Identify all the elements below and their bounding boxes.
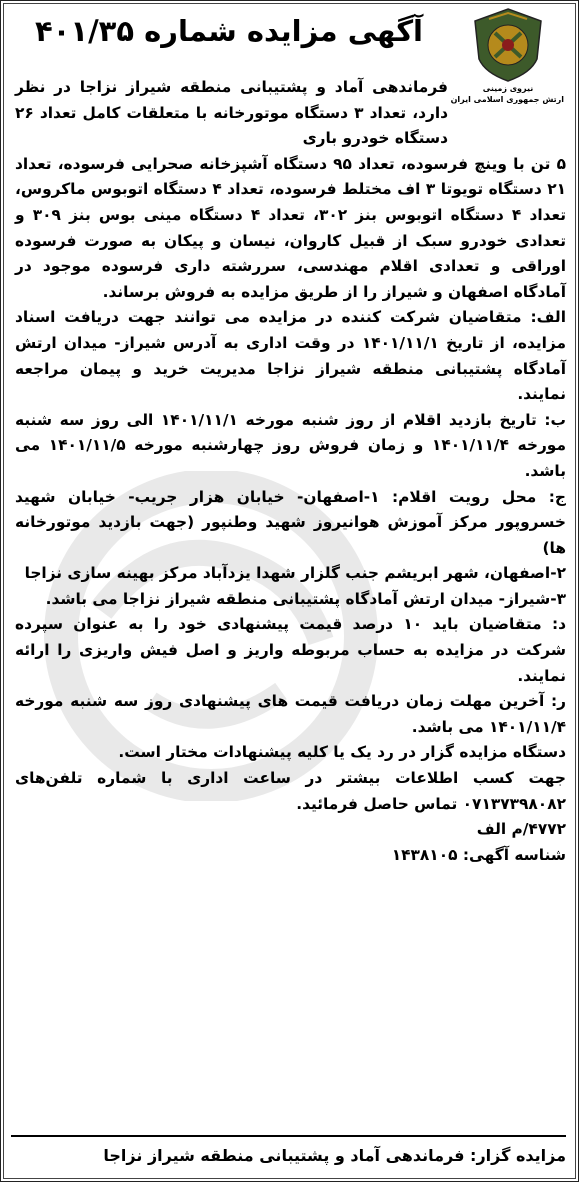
- auctioneer-footer: مزایده گزار: فرماندهی آماد و پشتیبانی منطقه شیراز نزاجا: [11, 1135, 566, 1169]
- section-dal: د: متقاضیان باید ۱۰ درصد قیمت پیشنهادی خود را به عنوان سپرده شرکت در مزایده به حساب مربوطه واریز و اصل فیش واریزی را ارائه نمایند.: [15, 615, 566, 685]
- intro-paragraph-rest: ۵ تن با وینچ فرسوده، تعداد ۹۵ دستگاه آشپزخانه صحرایی فرسوده، تعداد ۲۱ دستگاه تویوتا ۳ اف مختلط فرسوده، تعداد ۴ دستگاه اتوبوس ماکروس، تعداد ۴ دستگاه اتوبوس بنز ۳۰۲، تعداد ۴ دستگاه مینی بوس بنز ۳۰۹ و تعدادی خودرو سبک از قبیل کاروان، نیسان و پیکان به صورت فرسوده اوراقی و تعدادی اقلام مهندسی، سررشته داری فرسوده موجود در آمادگاه اصفهان و شیراز را از طریق مزایده به فروش برساند.: [15, 154, 567, 301]
- section-jim: ج: محل رویت اقلام: ۱-اصفهان- خیابان هزار جریب- خیابان شهید خسروپور مرکز آموزش هوانیروز شهید وطنپور (جهت بازدید موتورخانه ها): [15, 487, 566, 557]
- intro-paragraph-top: فرماندهی آماد و پشتیبانی منطقه شیراز نزاجا در نظر دارد، تعداد ۳ دستگاه موتورخانه با متعلقات کامل تعداد ۲۶ دستگاه خودرو باری: [15, 78, 448, 148]
- army-logo-icon: [471, 7, 545, 83]
- ad-body: [15, 75, 566, 868]
- section-re: ر: آخرین مهلت زمان دریافت قیمت های پیشنهادی روز سه شنبه مورخه ۱۴۰۱/۱۱/۴ می باشد.: [15, 692, 566, 736]
- section-contact: جهت کسب اطلاعات بیشتر در ساعت اداری با شماره تلفن‌های ۰۷۱۳۷۳۹۸۰۸۲ تماس حاصل فرمائید.: [15, 769, 566, 813]
- header: [9, 7, 570, 104]
- emblem-caption-2: ارتش جمهوری اسلامی ایران: [450, 95, 564, 104]
- emblem-caption-1: نیروی زمینی: [482, 84, 534, 93]
- section-location-2: ۲-اصفهان، شهر ابریشم جنب گلزار شهدا یزدآباد مرکز بهینه سازی نزاجا: [24, 564, 566, 583]
- section-location-3: ۳-شیراز- میدان ارتش آمادگاه پشتیبانی منطقه شیراز نزاجا می باشد.: [45, 589, 566, 608]
- section-be: ب: تاریخ بازدید اقلام از روز شنبه مورخه ۱۴۰۱/۱۱/۱ الی روز سه شنبه مورخه ۱۴۰۱/۱۱/۴ و زمان فروش روز چهارشنبه مورخه ۱۴۰۱/۱۱/۵ می باشد.: [15, 410, 566, 480]
- section-rejection-right: دستگاه مزایده گزار در رد یک یا کلیه پیشنهادات مختار است.: [118, 743, 566, 762]
- reference-number: ۴۷۷۲/م الف: [476, 820, 566, 839]
- section-alef: الف: متقاضیان شرکت کننده در مزایده می توانند جهت دریافت اسناد مزایده، از تاریخ ۱۴۰۱/۱۱/۱ در وقت اداری به آدرس شیراز- میدان ارتش آمادگاه پشتیبانی منطقه شیراز نزاجا مدیریت خرید و پیمان مراجعه نمایند.: [15, 308, 566, 404]
- ad-id: شناسه آگهی: ۱۴۳۸۱۰۵: [391, 845, 566, 864]
- ad-title: آگهی مزایده شماره ۴۰۱/۳۵: [34, 14, 424, 48]
